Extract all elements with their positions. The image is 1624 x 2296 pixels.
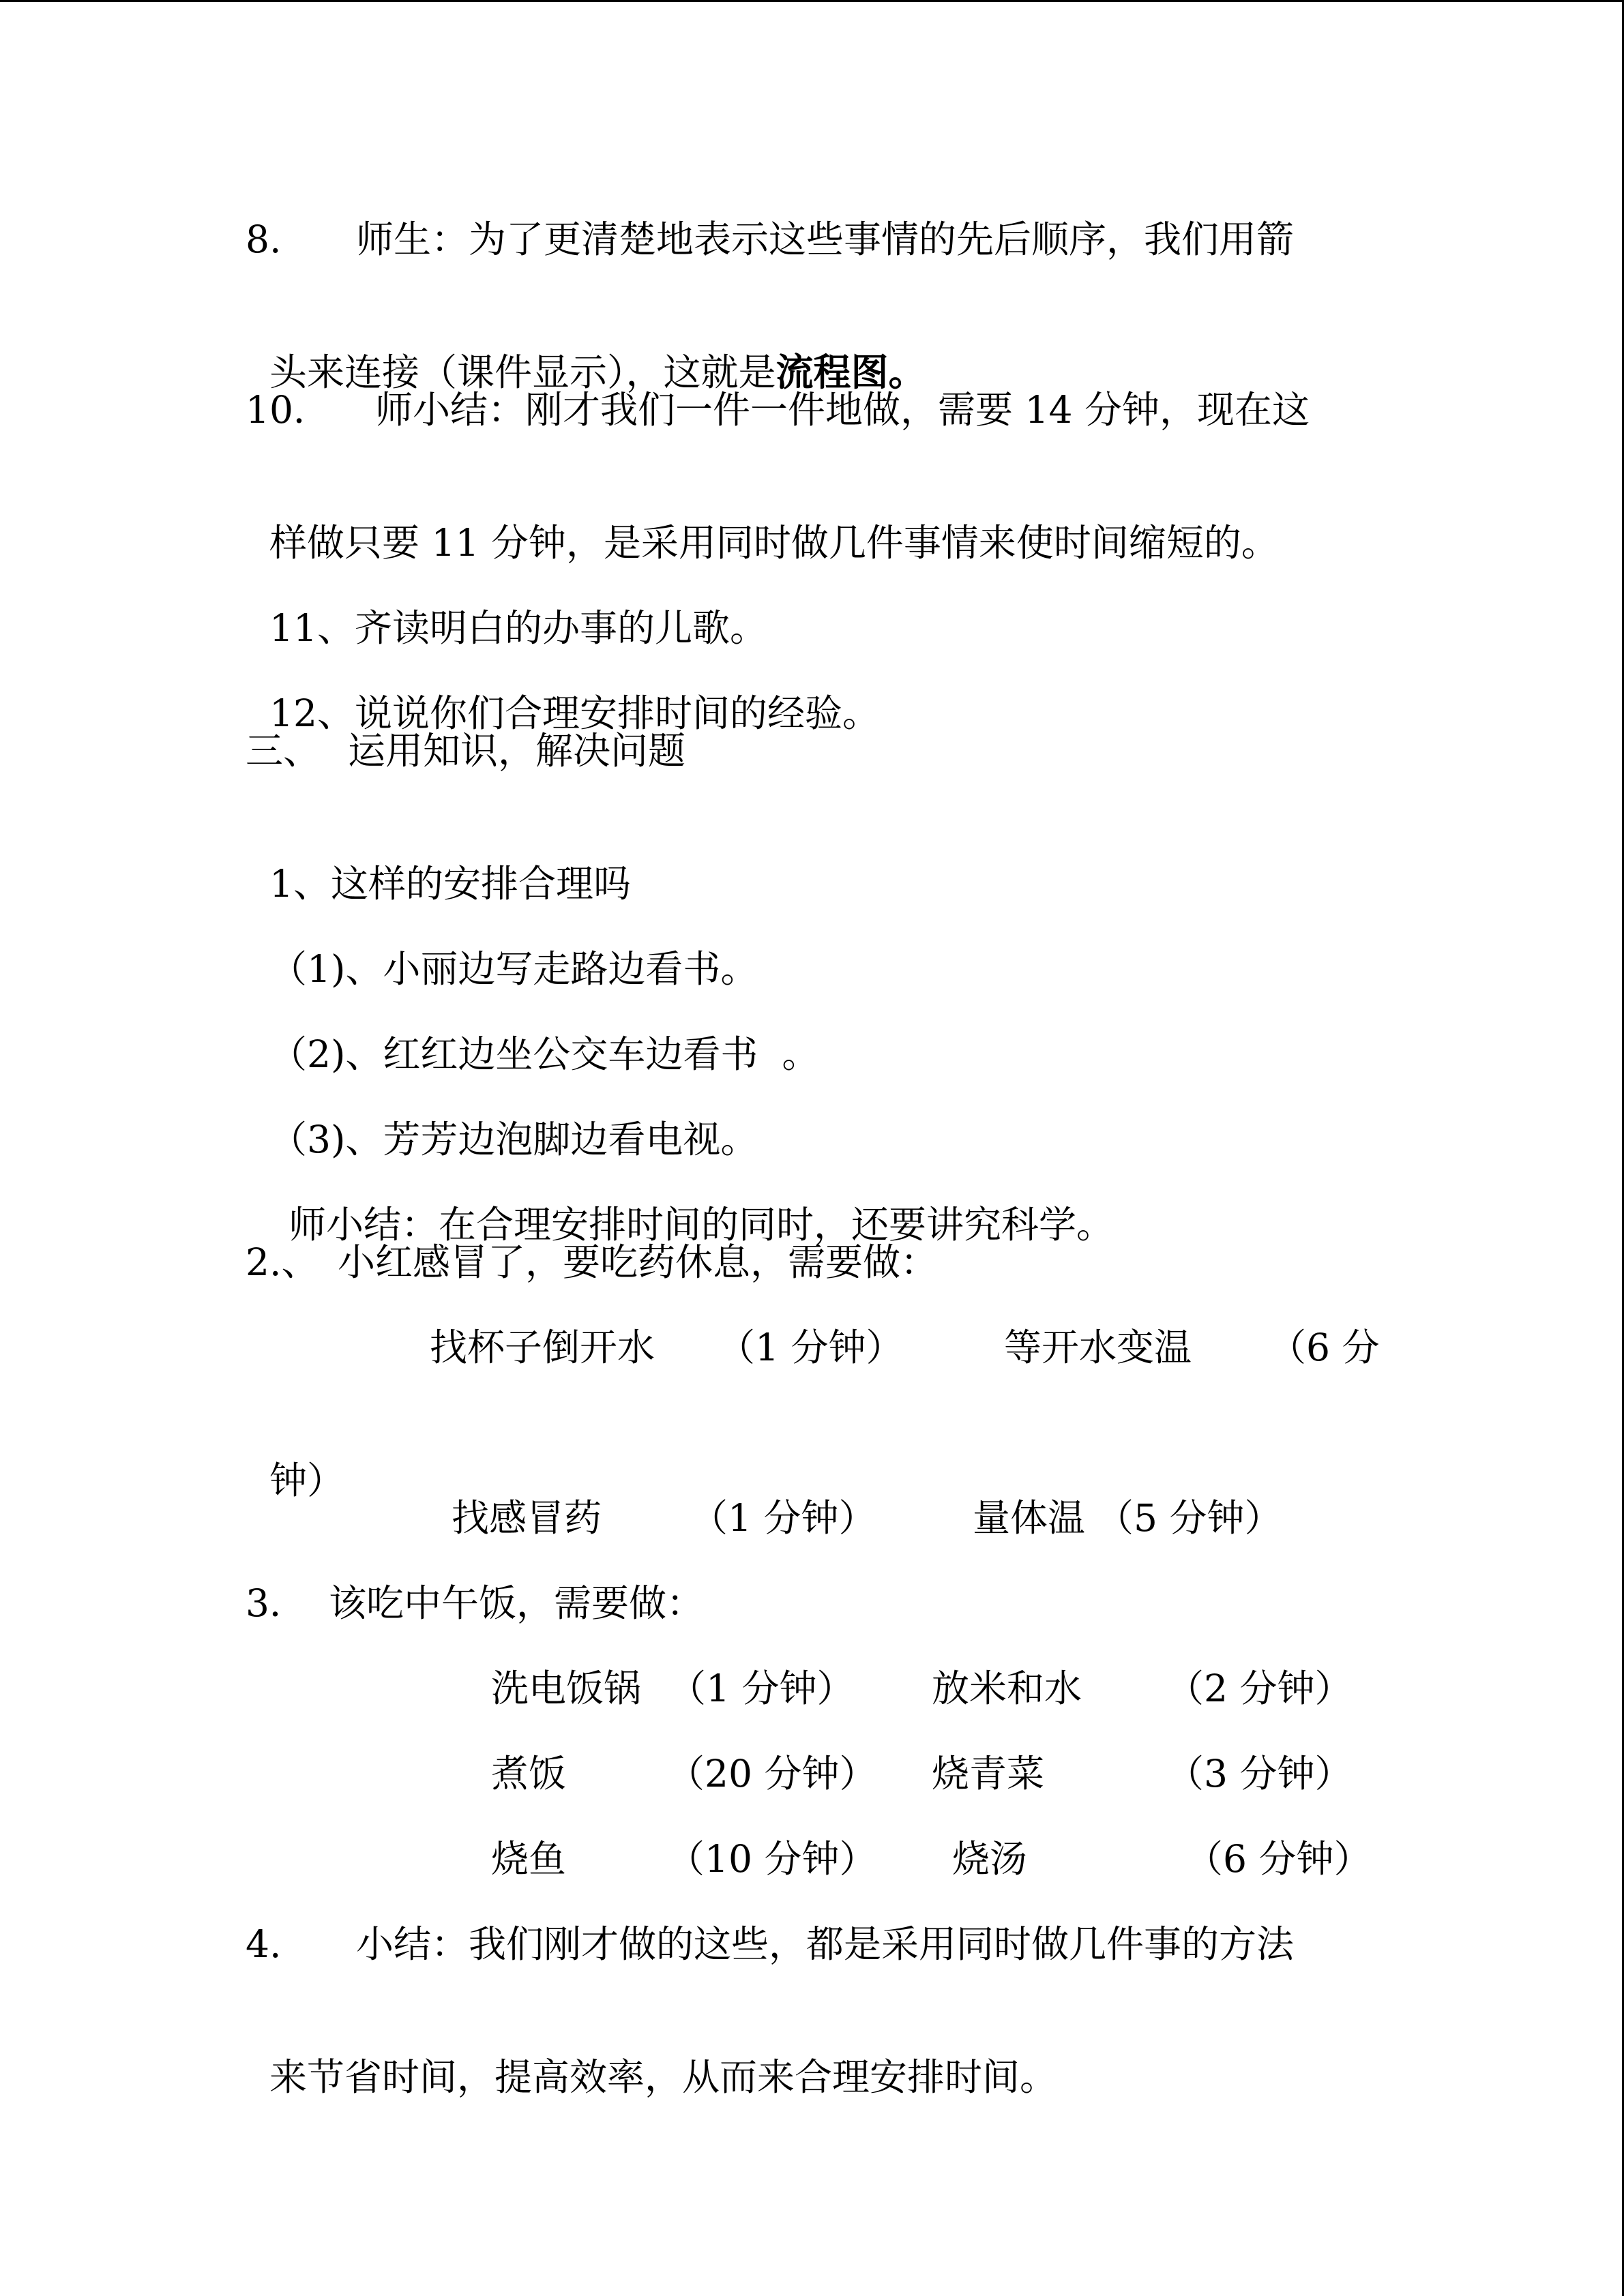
task-cook-greens: 烧青菜 [932, 1752, 1045, 1795]
question-3-number: 3． [246, 1581, 307, 1625]
item-8-line2 [246, 301, 926, 394]
time-wait-water: （6 分 [1269, 1326, 1380, 1369]
summary-4-number: 4. [246, 1922, 282, 1966]
time-cook-greens: （3 分钟） [1166, 1752, 1353, 1795]
question-3 [246, 1579, 1378, 1627]
task-wait-water: 等开水变温 [1004, 1326, 1192, 1369]
item-10-number: 10． [246, 388, 331, 432]
question-1-text: 1、这样的安排合理吗 [269, 862, 631, 906]
item-11 [246, 556, 767, 650]
time-find-cup: （1 分钟） [718, 1326, 904, 1369]
time-cook-rice: （20 分钟） [667, 1752, 877, 1795]
item-11-text: 11、齐读明白的办事的儿歌。 [269, 606, 767, 650]
lunch-row-1 [246, 1665, 1378, 1712]
summary-4-line2 [246, 2006, 1057, 2099]
task-take-temperature: 量体温 [973, 1496, 1086, 1540]
question-1-sub-2-text: （2)、红红边坐公交车边看书 。 [269, 1032, 820, 1076]
question-2 [246, 1238, 1378, 1286]
item-8-line1 [246, 215, 1378, 263]
item-12-text: 12、说说你们合理安排时间的经验。 [269, 691, 880, 735]
time-wash-cooker: （1 分钟） [668, 1667, 855, 1710]
lunch-row-2 [246, 1750, 1378, 1798]
question-1-sub-3 [246, 1068, 758, 1161]
lunch-row-3 [246, 1835, 1378, 1883]
summary-4-text-cont: 来节省时间，提高效率，从而来合理安排时间。 [269, 2055, 1057, 2099]
question-1-sub-2 [246, 983, 820, 1076]
question-2-text: 小红感冒了，要吃药休息，需要做： [338, 1240, 939, 1284]
flowchart-term: 流程图。 [776, 350, 926, 394]
question-3-text: 该吃中午饭，需要做： [329, 1581, 705, 1625]
task-find-cup: 找杯子倒开水 [430, 1326, 655, 1369]
item-8-text: 师生：为了更清楚地表示这些事情的先后顺序，我们用箭 [356, 218, 1295, 261]
task-add-rice-water: 放米和水 [932, 1667, 1082, 1710]
task-cook-soup: 烧汤 [952, 1837, 1028, 1881]
time-wait-water-cont: 钟） [269, 1459, 344, 1502]
summary-4-line1 [246, 1920, 1378, 1968]
question-1-sub-3-text: （3)、芳芳边泡脚边看电视。 [269, 1118, 758, 1161]
item-12 [246, 642, 880, 735]
section-3-heading [246, 727, 1378, 775]
teacher-summary-text: 师小结：在合理安排时间的同时，还要讲究科学。 [288, 1203, 1114, 1247]
item-10-text: 师小结：刚才我们一件一件地做，需要 14 分钟，现在这 [375, 388, 1310, 432]
time-cook-fish: （10 分钟） [667, 1837, 877, 1881]
question-1 [246, 812, 631, 906]
item-8-number: 8. [246, 218, 282, 261]
item-10-text-cont: 样做只要 11 分钟，是采用同时做几件事情来使时间缩短的。 [269, 521, 1279, 565]
question-1-sub-1 [246, 897, 758, 991]
question-1-sub-1-text: （1)、小丽边写走路边看书。 [269, 947, 758, 991]
task-cook-rice: 煮饭 [491, 1752, 567, 1795]
question-2-number: 2.、 [246, 1240, 319, 1284]
cold-tasks-row-1 [246, 1324, 1378, 1371]
section-3-number: 三、 [246, 729, 321, 773]
cold-tasks-row-2 [246, 1494, 1378, 1542]
cold-tasks-row-1-wrap [246, 1409, 344, 1502]
task-cook-fish: 烧鱼 [491, 1837, 567, 1881]
time-add-rice-water: （2 分钟） [1166, 1667, 1353, 1710]
task-find-medicine: 找感冒药 [452, 1496, 602, 1540]
task-wash-cooker: 洗电饭锅 [491, 1667, 642, 1710]
time-find-medicine: （1 分钟） [690, 1496, 876, 1540]
summary-4-text: 小结：我们刚才做的这些，都是采用同时做几件事的方法 [356, 1922, 1295, 1966]
section-3-title: 运用知识，解决问题 [348, 729, 686, 773]
time-take-temperature: （5 分钟） [1096, 1496, 1282, 1540]
time-cook-soup: （6 分钟） [1185, 1837, 1372, 1881]
item-10-line1 [246, 386, 1378, 434]
teacher-summary [265, 1153, 1114, 1247]
item-10-line2 [246, 471, 1279, 565]
item-8-text-cont: 头来连接（课件显示），这就是 [269, 351, 776, 394]
